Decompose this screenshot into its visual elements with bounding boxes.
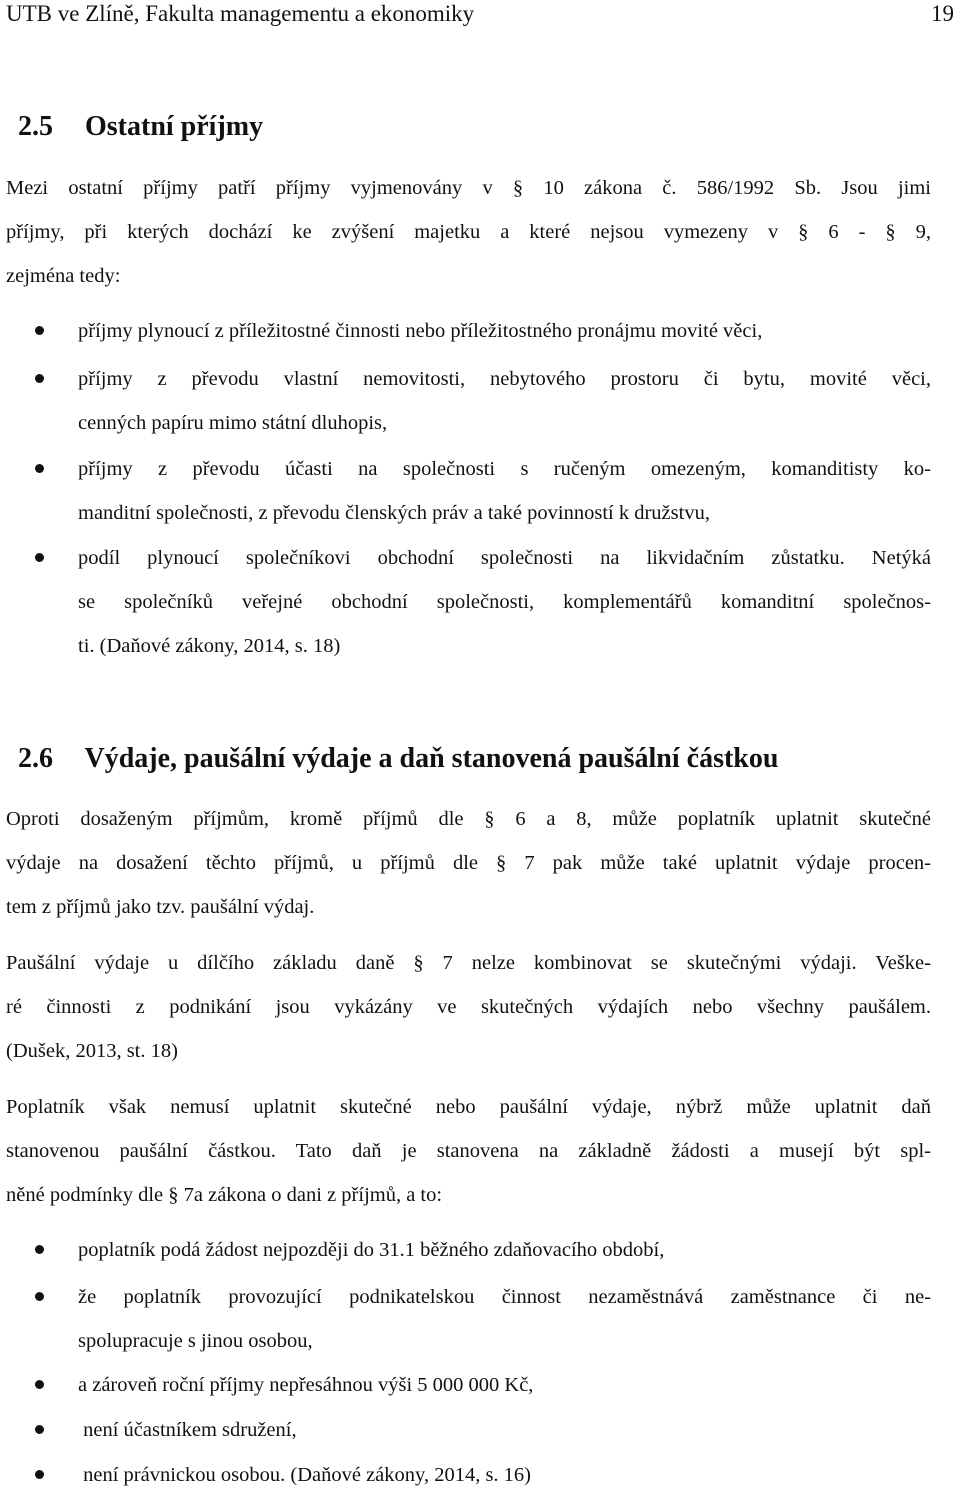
section-heading	[18, 110, 263, 144]
paragraph-line: něné podmínky dle § 7a zákona o dani z příjmů, a to:	[6, 1184, 443, 1206]
list-item-line: ti. (Daňové zákony, 2014, s. 18)	[78, 635, 341, 657]
list-item-line: příjmy z převodu účasti na společnosti s ručeným omezeným, komanditisty ko-	[78, 458, 931, 480]
list-item-line: manditní společnosti, z převodu členských práv a také povinností k družstvu,	[78, 502, 710, 524]
paragraph-line: stanovenou paušální částkou. Tato daň je stanovena na základně žádosti a musejí být spl-	[6, 1140, 931, 1162]
paragraph-line: (Dušek, 2013, st. 18)	[6, 1040, 178, 1062]
bullet-marker	[35, 1425, 44, 1434]
bullet-marker	[35, 464, 44, 473]
list-item-line: příjmy plynoucí z příležitostné činnosti nebo příležitostného pronájmu movité věci,	[78, 320, 763, 342]
bullet-marker	[35, 326, 44, 335]
section-number: 2.6	[18, 743, 53, 774]
list-item-line: není právnickou osobou. (Daňové zákony, 2014, s. 16)	[78, 1464, 531, 1486]
section-title: Ostatní příjmy	[85, 111, 264, 142]
bullet-marker	[35, 1292, 44, 1301]
list-item-line: se společníků veřejné obchodní společnosti, komplementářů komanditní společnos-	[78, 591, 931, 613]
paragraph-line: Oproti dosaženým příjmům, kromě příjmů dle § 6 a 8, může poplatník uplatnit skutečné	[6, 808, 931, 830]
bullet-marker	[35, 553, 44, 562]
list-item-line: spolupracuje s jinou osobou,	[78, 1330, 313, 1352]
paragraph-line: ré činnosti z podnikání jsou vykázány ve skutečných výdajích nebo všechny paušálem.	[6, 996, 931, 1018]
list-item-line: že poplatník provozující podnikatelskou činnost nezaměstnává zaměstnance či ne-	[78, 1286, 931, 1308]
list-item-line: podíl plynoucí společníkovi obchodní společnosti na likvidačním zůstatku. Netýká	[78, 547, 931, 569]
paragraph-line: příjmy, při kterých dochází ke zvýšení majetku a které nejsou vymezeny v § 6 - § 9,	[6, 221, 931, 243]
bullet-marker	[35, 1245, 44, 1254]
paragraph-line: tem z příjmů jako tzv. paušální výdaj.	[6, 896, 315, 918]
bullet-marker	[35, 1380, 44, 1389]
bullet-marker	[35, 1470, 44, 1479]
section-heading	[18, 742, 778, 776]
section-title: Výdaje, paušální výdaje a daň stanovená paušální částkou	[84, 743, 779, 774]
bullet-marker	[35, 374, 44, 383]
paragraph-line: Poplatník však nemusí uplatnit skutečné nebo paušální výdaje, nýbrž může uplatnit daň	[6, 1096, 931, 1118]
paragraph-line: Paušální výdaje u dílčího základu daně § 7 nelze kombinovat se skutečnými výdaji. Veške-	[6, 952, 931, 974]
list-item-line: cenných papíru mimo státní dluhopis,	[78, 412, 388, 434]
paragraph-line: zejména tedy:	[6, 265, 121, 287]
page-number: 19	[931, 1, 954, 26]
list-item-line: a zároveň roční příjmy nepřesáhnou výši 5 000 000 Kč,	[78, 1374, 534, 1396]
page-header	[6, 0, 954, 30]
header-title: UTB ve Zlíně, Fakulta managementu a ekonomiky	[6, 1, 475, 26]
section-number: 2.5	[18, 111, 53, 142]
paragraph-line: Mezi ostatní příjmy patří příjmy vyjmenovány v § 10 zákona č. 586/1992 Sb. Jsou jimi	[6, 177, 931, 199]
list-item-line: není účastníkem sdružení,	[78, 1419, 297, 1441]
list-item-line: poplatník podá žádost nejpozději do 31.1 běžného zdaňovacího období,	[78, 1239, 665, 1261]
paragraph-line: výdaje na dosažení těchto příjmů, u příjmů dle § 7 pak může také uplatnit výdaje procen-	[6, 852, 931, 874]
list-item-line: příjmy z převodu vlastní nemovitosti, nebytového prostoru či bytu, movité věci,	[78, 368, 931, 390]
